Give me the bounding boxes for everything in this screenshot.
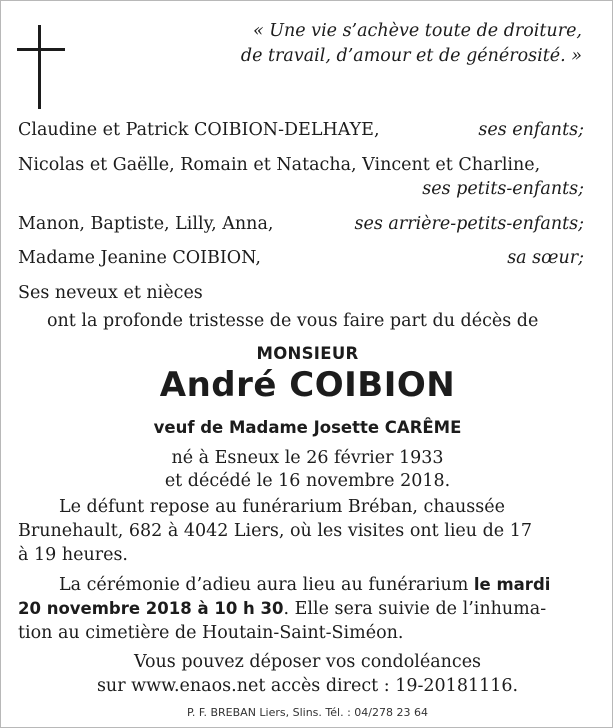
family-names-great-grandchildren: Manon, Baptiste, Lilly, Anna, <box>18 214 274 234</box>
ceremony-date-time: 20 novembre 2018 à 10 h 30 <box>18 599 284 618</box>
announcement-text: ont la profonde tristesse de vous faire part du décès de <box>47 311 539 331</box>
repose-line-2: Brunehault, 682 à 4042 Liers, où les visites ont lieu de 17 <box>18 521 532 541</box>
birth-line: né à Esneux le 26 février 1933 <box>171 448 444 468</box>
cross-icon <box>17 25 65 109</box>
widower-of: veuf de Madame Josette CARÊME <box>153 418 462 437</box>
ceremony-line-1 <box>59 575 550 595</box>
family-relation-sister: sa sœur; <box>507 248 584 268</box>
family-relation-children: ses enfants; <box>478 120 584 140</box>
title-monsieur: MONSIEUR <box>256 344 359 363</box>
family-names-nephews: Ses neveux et nièces <box>18 283 203 303</box>
funeral-home-footer: P. F. BREBAN Liers, Slins. Tél. : 04/278 23 64 <box>187 706 428 719</box>
family-names-children: Claudine et Patrick COIBION-DELHAYE, <box>18 120 380 140</box>
epigraph-line-2: de travail, d’amour et de générosité. » <box>240 46 582 66</box>
ceremony-line-2 <box>18 599 546 619</box>
ceremony-line-1-bold: le mardi <box>473 575 551 594</box>
family-relation-great-grandchildren: ses arrière-petits-enfants; <box>354 214 584 234</box>
ceremony-line-2-text: . Elle sera suivie de l’inhuma- <box>283 599 547 619</box>
repose-line-1: Le défunt repose au funérarium Bréban, chaussée <box>59 497 505 517</box>
family-names-grandchildren: Nicolas et Gaëlle, Romain et Natacha, Vincent et Charline, <box>18 155 541 175</box>
deceased-name: André COIBION <box>159 365 456 405</box>
condolences-line-1: Vous pouvez déposer vos condoléances <box>133 652 482 672</box>
family-names-sister: Madame Jeanine COIBION, <box>18 248 261 268</box>
family-relation-grandchildren: ses petits-enfants; <box>422 179 584 199</box>
death-line: et décédé le 16 novembre 2018. <box>164 471 451 491</box>
repose-line-3: à 19 heures. <box>18 545 128 565</box>
ceremony-line-1-text: La cérémonie d’adieu aura lieu au funérarium <box>59 575 474 595</box>
condolences-line-2: sur www.enaos.net accès direct : 19-20181116. <box>96 676 519 696</box>
ceremony-line-3: tion au cimetière de Houtain-Saint-Siméon. <box>18 623 404 643</box>
epigraph-line-1: « Une vie s’achève toute de droiture, <box>252 21 582 41</box>
